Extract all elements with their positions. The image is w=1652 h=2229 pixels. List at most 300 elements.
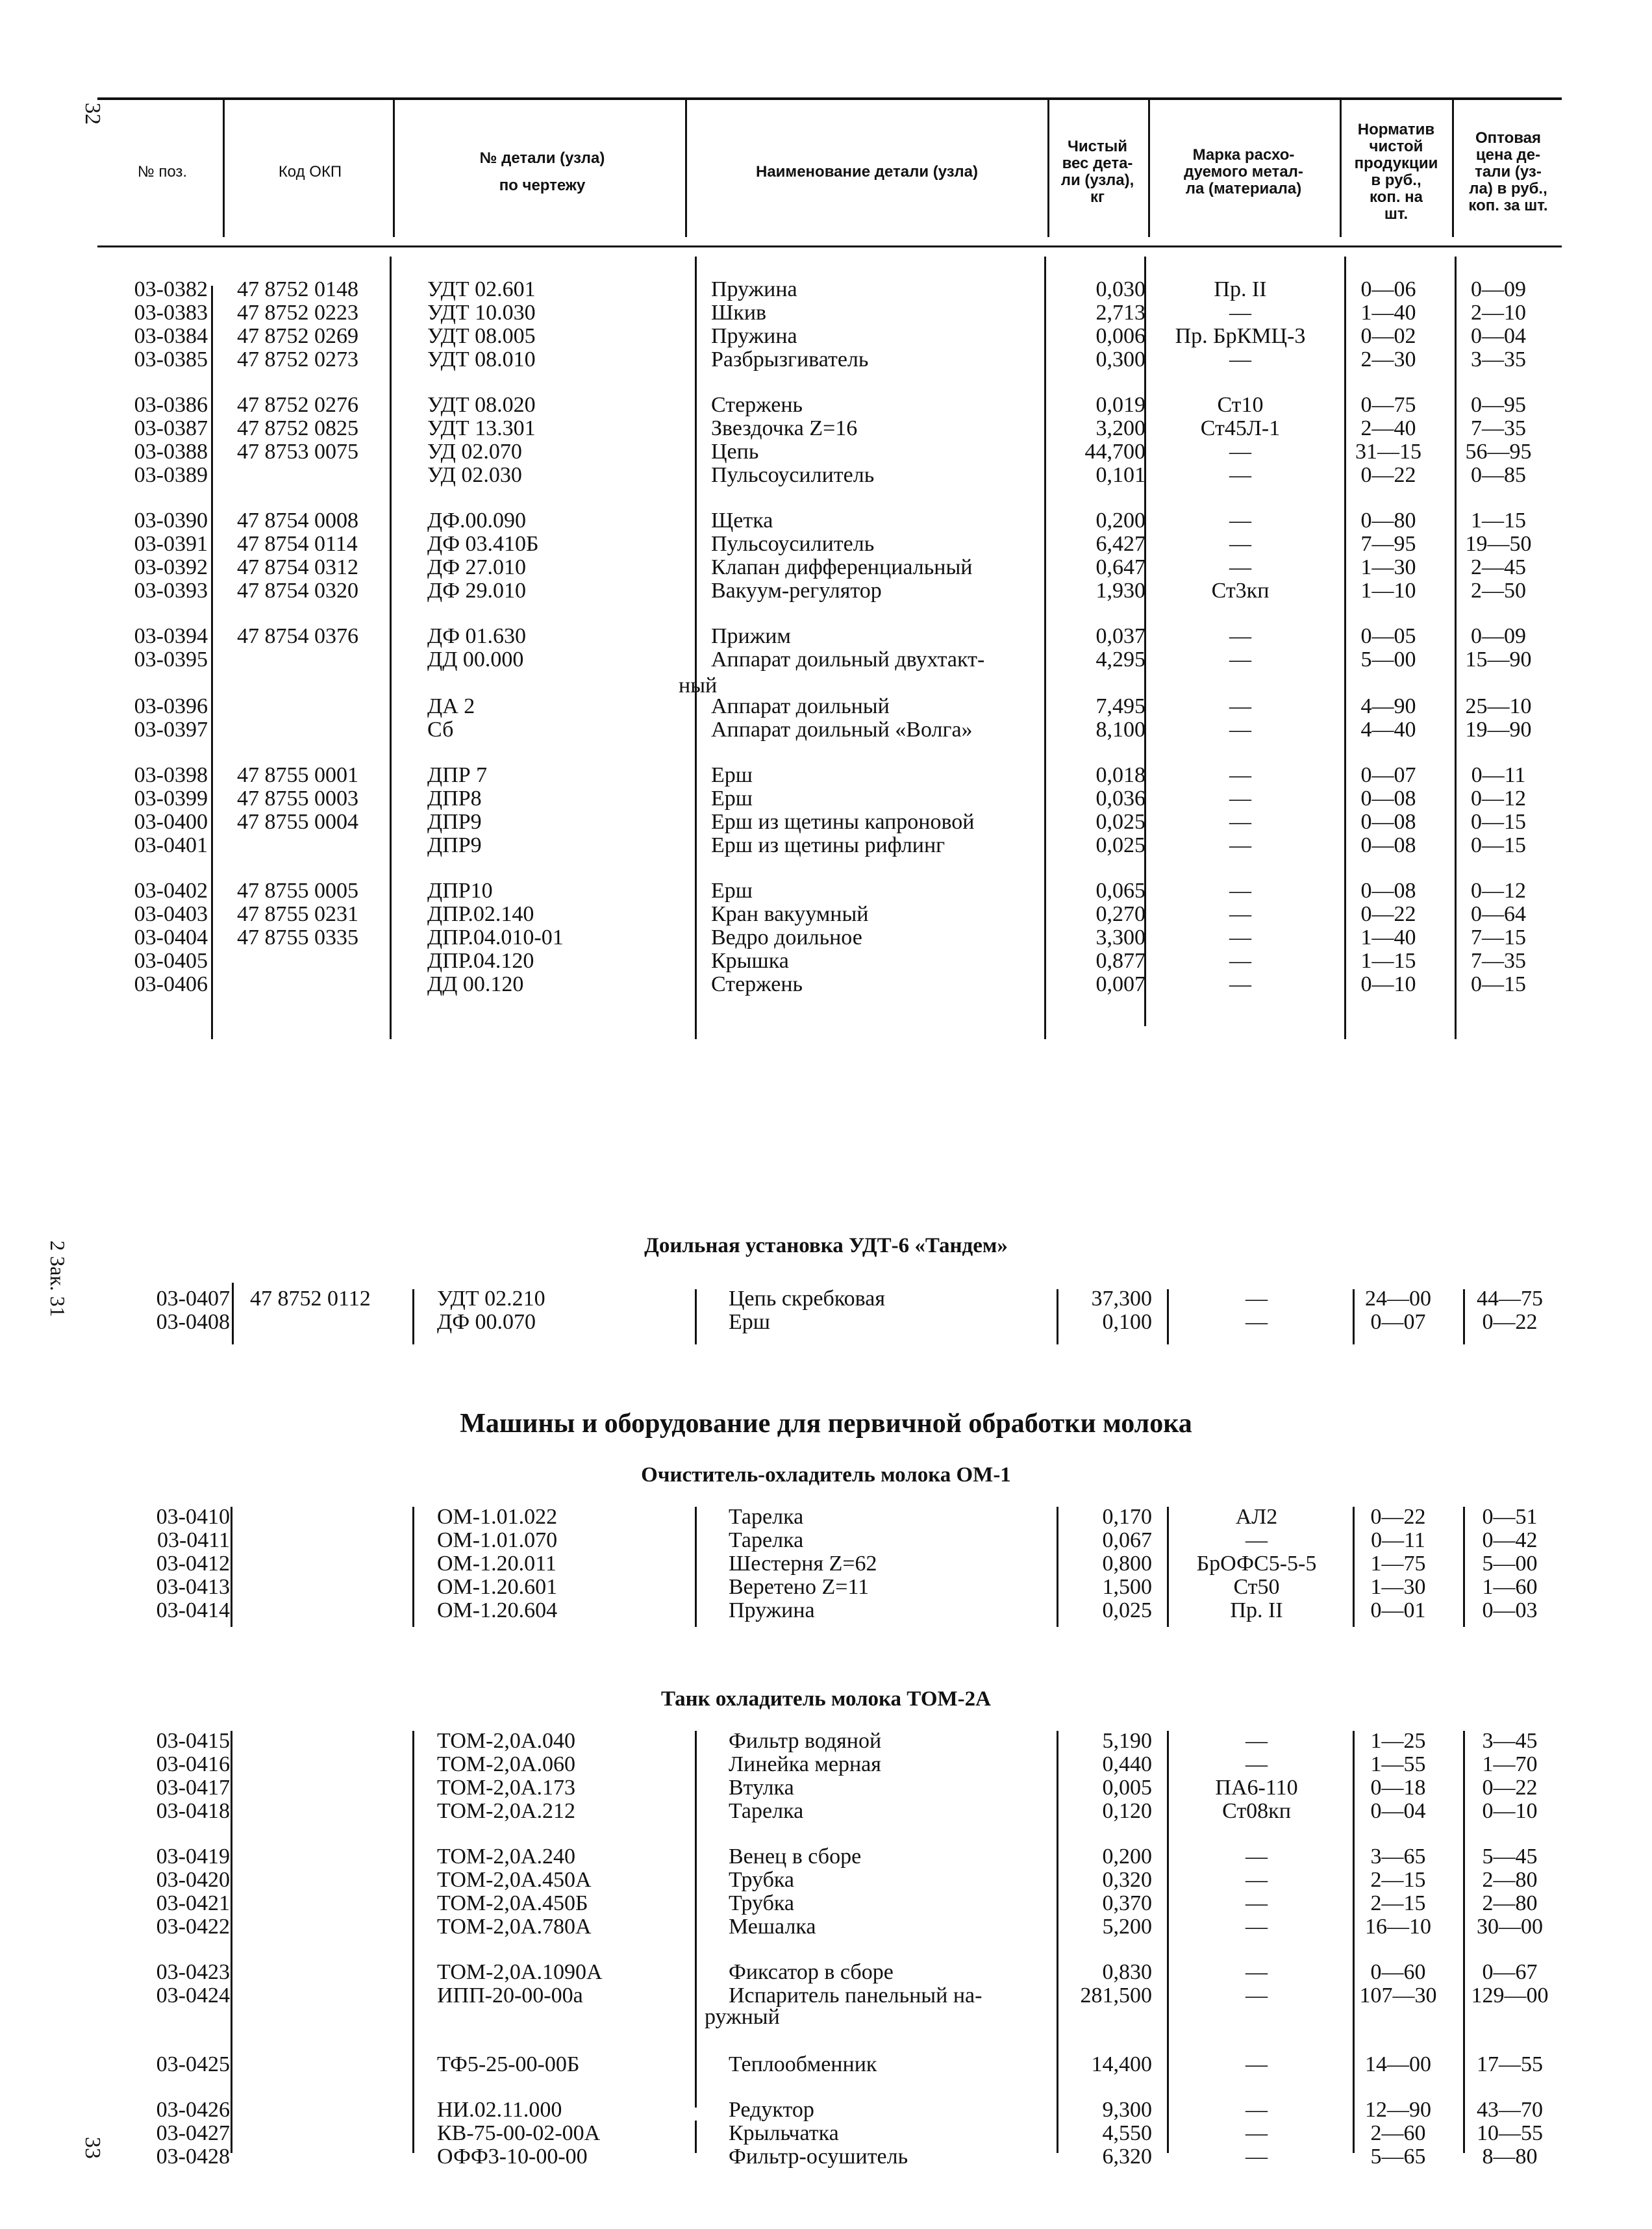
cell-norm: 3—65 — [1370, 1845, 1426, 1869]
header-detail: № детали (узла) по чертежу — [479, 149, 605, 194]
cell-det: УДТ 10.030 — [427, 301, 536, 325]
header-material: Марка расхо- дуемого метал- ла (материала) — [1184, 146, 1303, 197]
cell-name: Фильтр-осушитель — [729, 2145, 908, 2169]
cell-det: ДФ 29.010 — [427, 579, 527, 603]
header-price: Оптовая цена де- тали (уз- ла) в руб., коп. за шт. — [1468, 129, 1548, 214]
cell-norm: 16—10 — [1365, 1915, 1431, 1939]
cell-mat: — — [1229, 949, 1251, 973]
cell-price: 2—10 — [1471, 301, 1526, 325]
cell-name: Пружина — [729, 1598, 815, 1622]
table-row — [0, 1869, 1652, 1892]
cell-pos: 03-0398 — [134, 763, 208, 787]
cell-pos: 03-0423 — [156, 1960, 230, 1984]
header-okp: Код ОКП — [278, 163, 342, 181]
cell-price: 1—15 — [1471, 509, 1526, 533]
cell-det: ОМ-1.01.070 — [437, 1528, 558, 1552]
cell-pos: 03-0417 — [156, 1776, 230, 1800]
cell-price: 10—55 — [1477, 2121, 1543, 2145]
cell-norm: 0—08 — [1360, 810, 1416, 834]
cell-wt: 0,370 — [1102, 1891, 1152, 1915]
cell-det: ТОМ-2,0А.450А — [437, 1868, 592, 1892]
cell-name: Крышка — [711, 949, 789, 973]
cell-mat: — — [1229, 879, 1251, 903]
section-title-main: Машины и оборудование для первичной обработки молока — [460, 1409, 1192, 1439]
cell-mat: — — [1229, 833, 1251, 857]
cell-name: Шкив — [711, 301, 767, 325]
cell-mat: — — [1245, 2052, 1268, 2076]
cell-det: Сб — [427, 718, 454, 742]
cell-mat: — — [1245, 1287, 1268, 1311]
cell-norm: 0—02 — [1360, 324, 1416, 348]
cell-mat: — — [1229, 972, 1251, 996]
cell-okp: 47 8753 0075 — [237, 440, 358, 464]
cell-det: ДФ 03.410Б — [427, 532, 539, 556]
section-title-tom: Танк охладитель молока ТОМ-2А — [660, 1687, 992, 1711]
cell-norm: 31—15 — [1355, 440, 1421, 464]
cell-det: ДФ 01.630 — [427, 624, 527, 648]
cell-name: Трубка — [729, 1868, 794, 1892]
cell-okp: 47 8754 0008 — [237, 509, 358, 533]
cell-mat: Ст10 — [1217, 393, 1264, 417]
cell-okp: 47 8755 0004 — [237, 810, 358, 834]
cell-mat: — — [1229, 926, 1251, 950]
cell-name: Фильтр водяной — [729, 1729, 882, 1753]
header-norm: Норматив чистой продукции в руб., коп. на шт. — [1354, 121, 1438, 223]
row-0424-continuation: ружный — [705, 2005, 780, 2029]
cell-norm: 0—04 — [1370, 1799, 1426, 1823]
cell-norm: 107—30 — [1359, 1983, 1437, 2008]
cell-mat: — — [1229, 509, 1251, 533]
section-title-tandem: Доильная установка УДТ-6 «Тандем» — [644, 1234, 1008, 1257]
cell-norm: 1—10 — [1360, 579, 1416, 603]
cell-norm: 0—22 — [1360, 463, 1416, 487]
cell-mat: Ст45Л-1 — [1200, 416, 1281, 440]
table-row — [0, 1800, 1652, 1823]
table-row — [0, 1984, 1652, 2008]
table-row — [0, 718, 1652, 742]
cell-okp: 47 8752 0148 — [237, 277, 358, 301]
cell-det: ДД 00.000 — [427, 648, 524, 672]
cell-mat: — — [1245, 2098, 1268, 2122]
table-row — [0, 1552, 1652, 1576]
table-row — [0, 440, 1652, 464]
cell-norm: 0—10 — [1360, 972, 1416, 996]
cell-norm: 0—80 — [1360, 509, 1416, 533]
cell-wt: 0,006 — [1095, 324, 1145, 348]
table-row — [0, 394, 1652, 417]
table-row — [0, 2053, 1652, 2076]
cell-okp: 47 8754 0320 — [237, 579, 358, 603]
cell-wt: 1,930 — [1095, 579, 1145, 603]
cell-pos: 03-0405 — [134, 949, 208, 973]
cell-okp: 47 8754 0376 — [237, 624, 358, 648]
cell-price: 0—15 — [1471, 972, 1526, 996]
cell-price: 5—45 — [1482, 1845, 1538, 1869]
header-weight: Чистый вес дета- ли (узла), кг — [1060, 138, 1134, 206]
cell-det: ОМ-1.20.604 — [437, 1598, 558, 1622]
table-row — [0, 533, 1652, 556]
cell-pos: 03-0395 — [134, 648, 208, 672]
cell-price: 0—12 — [1471, 879, 1526, 903]
cell-wt: 0,270 — [1095, 902, 1145, 926]
cell-wt: 44,700 — [1084, 440, 1145, 464]
cell-wt: 1,500 — [1102, 1575, 1152, 1599]
cell-norm: 0—01 — [1370, 1598, 1426, 1622]
cell-wt: 0,320 — [1102, 1868, 1152, 1892]
cell-norm: 1—25 — [1370, 1729, 1426, 1753]
cell-pos: 03-0388 — [134, 440, 208, 464]
cell-price: 30—00 — [1477, 1915, 1543, 1939]
order-mark: 2 Зак. 31 — [46, 1240, 69, 1317]
cell-wt: 0,007 — [1095, 972, 1145, 996]
section-title-om1: Очиститель-охладитель молока ОМ-1 — [641, 1463, 1011, 1487]
cell-name: Редуктор — [729, 2098, 814, 2122]
cell-norm: 1—40 — [1360, 301, 1416, 325]
cell-pos: 03-0404 — [134, 926, 208, 950]
cell-pos: 03-0382 — [134, 277, 208, 301]
cell-price: 1—70 — [1482, 1752, 1538, 1776]
table-row — [0, 1961, 1652, 1984]
cell-mat: — — [1229, 532, 1251, 556]
cell-wt: 3,200 — [1095, 416, 1145, 440]
cell-norm: 2—40 — [1360, 416, 1416, 440]
cell-name: Втулка — [729, 1776, 794, 1800]
cell-wt: 281,500 — [1080, 1983, 1152, 2008]
cell-norm: 2—15 — [1370, 1868, 1426, 1892]
cell-name: Ерш из щетины капроновой — [711, 810, 975, 834]
cell-okp: 47 8754 0312 — [237, 555, 358, 579]
cell-norm: 5—65 — [1370, 2145, 1426, 2169]
cell-mat: — — [1245, 1915, 1268, 1939]
cell-wt: 0,800 — [1102, 1552, 1152, 1576]
cell-det: ДФ 00.070 — [437, 1310, 536, 1334]
cell-wt: 0,067 — [1102, 1528, 1152, 1552]
cell-pos: 03-0427 — [156, 2121, 230, 2145]
cell-pos: 03-0414 — [156, 1598, 230, 1622]
cell-mat: Пр. БрКМЦ-3 — [1175, 324, 1306, 348]
cell-wt: 14,400 — [1091, 2052, 1152, 2076]
cell-pos: 03-0383 — [134, 301, 208, 325]
cell-norm: 0—60 — [1370, 1960, 1426, 1984]
page-number-top: 32 — [81, 103, 105, 125]
table-row — [0, 973, 1652, 996]
cell-price: 19—90 — [1465, 718, 1532, 742]
table-row — [0, 278, 1652, 301]
cell-pos: 03-0384 — [134, 324, 208, 348]
cell-det: ДФ 27.010 — [427, 555, 527, 579]
cell-det: ТОМ-2,0А.780А — [437, 1915, 592, 1939]
cell-mat: — — [1245, 1983, 1268, 2008]
cell-mat: Пр. II — [1230, 1598, 1283, 1622]
cell-wt: 4,550 — [1102, 2121, 1152, 2145]
cell-mat: — — [1229, 810, 1251, 834]
cell-price: 15—90 — [1465, 648, 1532, 672]
table-row — [0, 1287, 1652, 1311]
cell-price: 1—60 — [1482, 1575, 1538, 1599]
cell-price: 25—10 — [1465, 694, 1532, 718]
cell-det: ДПР9 — [427, 810, 482, 834]
cell-mat: — — [1245, 1868, 1268, 1892]
cell-price: 0—03 — [1482, 1598, 1538, 1622]
cell-price: 0—09 — [1471, 624, 1526, 648]
cell-wt: 0,101 — [1095, 463, 1145, 487]
cell-name: Стержень — [711, 972, 803, 996]
cell-det: ТОМ-2,0А.212 — [437, 1799, 575, 1823]
cell-wt: 6,320 — [1102, 2145, 1152, 2169]
cell-pos: 03-0407 — [156, 1287, 230, 1311]
cell-pos: 03-0408 — [156, 1310, 230, 1334]
table-row — [0, 1776, 1652, 1800]
cell-det: УДТ 13.301 — [427, 416, 536, 440]
cell-wt: 0,025 — [1095, 833, 1145, 857]
cell-pos: 03-0410 — [156, 1505, 230, 1529]
cell-mat: — — [1229, 694, 1251, 718]
cell-wt: 0,120 — [1102, 1799, 1152, 1823]
cell-name: Веретено Z=11 — [729, 1575, 870, 1599]
cell-name: Пружина — [711, 277, 797, 301]
cell-pos: 03-0413 — [156, 1575, 230, 1599]
table-row — [0, 926, 1652, 950]
cell-mat: Ст50 — [1233, 1575, 1280, 1599]
cell-price: 5—00 — [1482, 1552, 1538, 1576]
cell-pos: 03-0391 — [134, 532, 208, 556]
table-row — [0, 1915, 1652, 1939]
cell-okp: 47 8755 0001 — [237, 763, 358, 787]
cell-okp: 47 8755 0335 — [237, 926, 358, 950]
cell-det: ОМ-1.01.022 — [437, 1505, 558, 1529]
cell-norm: 12—90 — [1365, 2098, 1431, 2122]
cell-name: Щетка — [711, 509, 773, 533]
cell-name: Стержень — [711, 393, 803, 417]
cell-mat: — — [1229, 718, 1251, 742]
cell-wt: 37,300 — [1091, 1287, 1152, 1311]
cell-mat: — — [1229, 763, 1251, 787]
cell-okp: 47 8752 0276 — [237, 393, 358, 417]
cell-det: УДТ 08.010 — [427, 347, 536, 372]
cell-name: Трубка — [729, 1891, 794, 1915]
cell-norm: 0—07 — [1360, 763, 1416, 787]
cell-det: ДПР 7 — [427, 763, 488, 787]
cell-okp: 47 8752 0269 — [237, 324, 358, 348]
cell-det: ДА 2 — [427, 694, 475, 718]
cell-wt: 0,025 — [1095, 810, 1145, 834]
table-row — [0, 1505, 1652, 1529]
cell-det: НИ.02.11.000 — [437, 2098, 562, 2122]
table-row — [0, 2005, 1652, 2031]
cell-price: 0—22 — [1482, 1776, 1538, 1800]
cell-det: ИПП-20-00-00а — [437, 1983, 583, 2008]
cell-price: 2—80 — [1482, 1891, 1538, 1915]
cell-pos: 03-0390 — [134, 509, 208, 533]
cell-wt: 0,200 — [1102, 1845, 1152, 1869]
cell-mat: — — [1229, 787, 1251, 811]
cell-wt: 0,065 — [1095, 879, 1145, 903]
cell-pos: 03-0386 — [134, 393, 208, 417]
cell-wt: 0,877 — [1095, 949, 1145, 973]
cell-det: КВ-75-00-02-00А — [437, 2121, 601, 2145]
table-row — [0, 2145, 1652, 2169]
cell-price: 0—12 — [1471, 787, 1526, 811]
cell-name: Венец в сборе — [729, 1845, 862, 1869]
cell-wt: 0,030 — [1095, 277, 1145, 301]
cell-det: ТОМ-2,0А.060 — [437, 1752, 575, 1776]
table-row — [0, 903, 1652, 926]
table-row — [0, 879, 1652, 903]
cell-wt: 2,713 — [1095, 301, 1145, 325]
cell-name: Прижим — [711, 624, 791, 648]
cell-mat: — — [1245, 1310, 1268, 1334]
cell-name: Аппарат доильный двухтакт- — [711, 648, 985, 672]
cell-det: ТОМ-2,0А.240 — [437, 1845, 575, 1869]
cell-wt: 0,647 — [1095, 555, 1145, 579]
cell-det: ДПР.02.140 — [427, 902, 534, 926]
cell-pos: 03-0406 — [134, 972, 208, 996]
cell-det: ОФФ3-10-00-00 — [437, 2145, 588, 2169]
cell-pos: 03-0421 — [156, 1891, 230, 1915]
cell-det: ТОМ-2,0А.450Б — [437, 1891, 588, 1915]
cell-wt: 8,100 — [1095, 718, 1145, 742]
cell-mat: — — [1245, 1528, 1268, 1552]
cell-pos: 03-0416 — [156, 1752, 230, 1776]
cell-name: Вакуум-регулятор — [711, 579, 882, 603]
cell-name: Кран вакуумный — [711, 902, 869, 926]
cell-name: Цепь скребковая — [729, 1287, 885, 1311]
cell-price: 0—95 — [1471, 393, 1526, 417]
cell-norm: 1—30 — [1360, 555, 1416, 579]
cell-pos: 03-0385 — [134, 347, 208, 372]
cell-norm: 1—15 — [1360, 949, 1416, 973]
cell-wt: 7,495 — [1095, 694, 1145, 718]
cell-wt: 5,190 — [1102, 1729, 1152, 1753]
cell-price: 0—22 — [1482, 1310, 1538, 1334]
cell-okp: 47 8754 0114 — [237, 532, 358, 556]
cell-wt: 3,300 — [1095, 926, 1145, 950]
cell-norm: 2—15 — [1370, 1891, 1426, 1915]
cell-norm: 2—60 — [1370, 2121, 1426, 2145]
cell-det: УДТ 02.210 — [437, 1287, 545, 1311]
cell-price: 0—15 — [1471, 833, 1526, 857]
cell-price: 3—45 — [1482, 1729, 1538, 1753]
cell-norm: 0—07 — [1370, 1310, 1426, 1334]
cell-norm: 1—75 — [1370, 1552, 1426, 1576]
cell-name: Звездочка Z=16 — [711, 416, 858, 440]
cell-name: Мешалка — [729, 1915, 816, 1939]
cell-wt: 0,170 — [1102, 1505, 1152, 1529]
cell-name: Ерш — [711, 763, 753, 787]
cell-det: ОМ-1.20.601 — [437, 1575, 558, 1599]
cell-pos: 03-0418 — [156, 1799, 230, 1823]
cell-mat: Пр. II — [1214, 277, 1267, 301]
cell-price: 7—35 — [1471, 949, 1526, 973]
table-row — [0, 1311, 1652, 1334]
cell-norm: 0—08 — [1360, 879, 1416, 903]
cell-name: Тарелка — [729, 1528, 804, 1552]
cell-norm: 2—30 — [1360, 347, 1416, 372]
cell-mat: — — [1229, 648, 1251, 672]
cell-norm: 0—05 — [1360, 624, 1416, 648]
table-row — [0, 1892, 1652, 1915]
table-row — [0, 834, 1652, 857]
cell-pos: 03-0392 — [134, 555, 208, 579]
cell-mat: — — [1229, 440, 1251, 464]
cell-pos: 03-0400 — [134, 810, 208, 834]
cell-norm: 5—00 — [1360, 648, 1416, 672]
cell-wt: 0,440 — [1102, 1752, 1152, 1776]
cell-pos: 03-0424 — [156, 1983, 230, 2008]
table-row — [0, 625, 1652, 648]
cell-name: Пружина — [711, 324, 797, 348]
cell-price: 0—11 — [1471, 763, 1526, 787]
cell-det: ДФ.00.090 — [427, 509, 527, 533]
cell-mat: — — [1229, 555, 1251, 579]
cell-det: ДПР.04.010-01 — [427, 926, 564, 950]
cell-norm: 1—40 — [1360, 926, 1416, 950]
table-row — [0, 672, 1652, 695]
cell-norm: 0—06 — [1360, 277, 1416, 301]
cell-okp: 47 8755 0005 — [237, 879, 358, 903]
cell-name: Ерш — [729, 1310, 770, 1334]
cell-price: 0—04 — [1471, 324, 1526, 348]
cell-wt: 0,025 — [1102, 1598, 1152, 1622]
table-row — [0, 301, 1652, 325]
cell-name: Пульсоусилитель — [711, 532, 875, 556]
cell-pos: 03-0420 — [156, 1868, 230, 1892]
table-row — [0, 950, 1652, 973]
cell-det: УДТ 08.020 — [427, 393, 536, 417]
cell-pos: 03-0397 — [134, 718, 208, 742]
table-row — [0, 811, 1652, 834]
cell-det: ДПР.04.120 — [427, 949, 534, 973]
table-row — [0, 1730, 1652, 1753]
cell-pos: 03-0402 — [134, 879, 208, 903]
cell-price: 0—67 — [1482, 1960, 1538, 1984]
cell-norm: 0—08 — [1360, 787, 1416, 811]
cell-wt: 0,036 — [1095, 787, 1145, 811]
table-row — [0, 2122, 1652, 2145]
header-name: Наименование детали (узла) — [756, 163, 978, 181]
cell-norm: 24—00 — [1365, 1287, 1431, 1311]
cell-name: Линейка мерная — [729, 1752, 881, 1776]
cell-name: Клапан дифференциальный — [711, 555, 973, 579]
cell-name: Разбрызгиватель — [711, 347, 869, 372]
cell-wt: 5,200 — [1102, 1915, 1152, 1939]
table-row — [0, 1576, 1652, 1599]
cell-wt: 0,019 — [1095, 393, 1145, 417]
cell-norm: 0—22 — [1360, 902, 1416, 926]
cell-det: УД 02.030 — [427, 463, 522, 487]
cell-norm: 4—40 — [1360, 718, 1416, 742]
cell-wt: 4,295 — [1095, 648, 1145, 672]
cell-price: 56—95 — [1465, 440, 1532, 464]
cell-wt: 0,100 — [1102, 1310, 1152, 1334]
cell-price: 19—50 — [1465, 532, 1532, 556]
cell-mat: — — [1245, 2145, 1268, 2169]
cell-price: 17—55 — [1477, 2052, 1543, 2076]
cell-mat: ПА6-110 — [1215, 1776, 1298, 1800]
cell-mat: — — [1245, 1729, 1268, 1753]
cell-pos: 03-0412 — [156, 1552, 230, 1576]
cell-det: ОМ-1.20.011 — [437, 1552, 557, 1576]
cell-okp: 47 8755 0231 — [237, 902, 358, 926]
cell-pos: 03-0403 — [134, 902, 208, 926]
cell-name: Ведро доильное — [711, 926, 862, 950]
page-number-bottom: 33 — [81, 2137, 105, 2159]
cell-price: 129—00 — [1471, 1983, 1549, 2008]
cell-det: УД 02.070 — [427, 440, 522, 464]
cell-norm: 0—18 — [1370, 1776, 1426, 1800]
cell-name: Ерш — [711, 879, 753, 903]
cell-name: Аппарат доильный — [711, 694, 890, 718]
